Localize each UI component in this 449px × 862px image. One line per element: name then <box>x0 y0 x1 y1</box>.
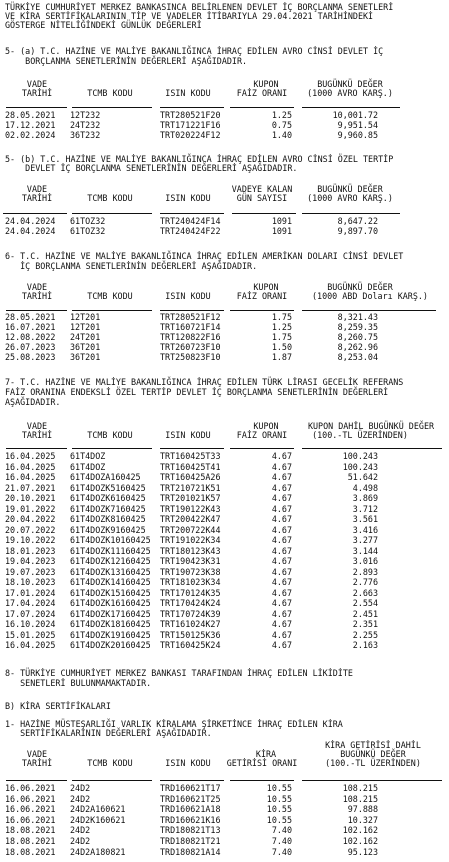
tcmb-code-cell: 61T4DOZK18160425 <box>70 619 151 629</box>
header-rule <box>230 107 294 108</box>
vade-cell: 16.06.2021 <box>5 793 56 804</box>
isin-code-cell: TRT200722K44 <box>160 524 221 535</box>
section-heading: 5- (a) T.C. HAZİNE VE MALİYE BAKANLIĞINCA İHRAÇ EDİLEN AVRO CİNSİ DEVLET İÇ <box>5 46 384 56</box>
table-row <box>0 631 449 640</box>
isin-code-cell: TRD180821T21 <box>160 836 221 846</box>
tcmb-code-cell: 24D2 <box>70 783 91 793</box>
value-cell: 3.869 <box>352 493 378 503</box>
vade-cell: 20.04.2022 <box>5 514 56 524</box>
tcmb-code-cell: 61T4DOZK6160425 <box>70 493 146 503</box>
isin-code-cell: TRD160621K16 <box>160 814 221 825</box>
col-header: FAİZ ORANI <box>236 291 288 301</box>
table-row <box>0 568 449 577</box>
tcmb-code-cell: 61TOZ32 <box>70 216 106 226</box>
col-header: VADE <box>26 282 48 292</box>
vade-cell: 16.06.2021 <box>5 814 56 825</box>
rate-cell: 4.67 <box>271 598 292 608</box>
value-cell: 2.163 <box>352 640 378 650</box>
tcmb-code-cell: 24T201 <box>70 332 101 342</box>
rate-cell: 4.67 <box>271 472 292 482</box>
vade-cell: 18.08.2021 <box>5 836 56 846</box>
isin-code-cell: TRT171221F16 <box>160 120 221 130</box>
tcmb-code-cell: 24D2 <box>70 825 91 836</box>
table-row <box>0 333 449 342</box>
vade-cell: 19.07.2023 <box>5 566 56 577</box>
col-header: KUPON <box>253 421 279 431</box>
vade-cell: 12.08.2022 <box>5 332 56 342</box>
vade-cell: 02.02.2024 <box>5 130 56 140</box>
table-row <box>0 589 449 598</box>
rate-cell: 4.67 <box>271 566 292 577</box>
value-cell: 2.351 <box>352 619 378 629</box>
tcmb-code-cell: 36T201 <box>70 342 101 352</box>
table-row <box>0 826 449 835</box>
tcmb-code-cell: 61T4DOZ <box>70 451 106 461</box>
section-heading: DEVLET İÇ BORÇLANMA SENETLERİNİN DEĞERLERİ AŞAĞIDADIR. <box>5 163 298 173</box>
tcmb-code-cell: 61T4DOZK10160425 <box>70 535 151 545</box>
table-row <box>0 323 449 332</box>
vade-cell: 20.07.2022 <box>5 524 56 535</box>
vade-cell: 20.10.2021 <box>5 493 56 503</box>
rate-cell: 4.67 <box>271 503 292 514</box>
tcmb-code-cell: 24T232 <box>70 120 101 130</box>
rate-cell: 1.40 <box>271 130 292 140</box>
value-cell: 100.243 <box>342 451 378 461</box>
table-row <box>0 121 449 130</box>
tcmb-code-cell: 61T4DOZK8160425 <box>70 514 146 524</box>
rate-cell: 4.67 <box>271 514 292 524</box>
vade-cell: 24.04.2024 <box>5 226 56 236</box>
value-cell: 2.255 <box>352 629 378 640</box>
table-row <box>0 816 449 825</box>
isin-code-cell: TRT240424F14 <box>160 216 221 226</box>
section-heading: 5- (b) T.C. HAZİNE VE MALİYE BAKANLIĞINCA İHRAÇ EDİLEN AVRO CİNSİ ÖZEL TERTİP <box>5 154 394 164</box>
col-header: BUGÜNKÜ DEĞER <box>327 282 393 292</box>
value-cell: 100.243 <box>342 461 378 472</box>
isin-code-cell: TRT020224F12 <box>160 130 221 140</box>
tcmb-code-cell: 24D2K160621 <box>70 814 126 825</box>
header-rule <box>6 310 67 311</box>
value-cell: 10,001.72 <box>332 110 378 120</box>
rate-cell: 1.75 <box>271 332 292 342</box>
isin-code-cell: TRT191022K34 <box>160 535 221 545</box>
rate-cell: 1.25 <box>271 110 292 120</box>
header-rule <box>160 107 224 108</box>
tcmb-code-cell: 12T201 <box>70 322 101 332</box>
col-header: TCMB KODU <box>87 291 133 301</box>
isin-code-cell: TRT160425T41 <box>160 461 221 472</box>
header-rule <box>230 448 294 449</box>
header-rule <box>72 448 152 449</box>
value-cell: 3.016 <box>352 556 378 566</box>
table-row <box>0 784 449 793</box>
isin-code-cell: TRT161024K27 <box>160 619 221 629</box>
value-cell: 8,253.04 <box>337 352 378 362</box>
isin-code-cell: TRD160621T17 <box>160 783 221 793</box>
value-cell: 4.498 <box>352 482 378 493</box>
col-header: VADEYE KALAN <box>231 184 293 194</box>
section-heading: 7- T.C. HAZİNE VE MALİYE BAKANLIĞINCA İHRAÇ EDİLEN TÜRK LİRASI GECELİK REFERANS <box>5 377 404 387</box>
tcmb-code-cell: 61T4DOZ <box>70 461 106 472</box>
vade-cell: 17.01.2024 <box>5 587 56 598</box>
col-header: BUGÜNKÜ DEĞER <box>317 79 383 89</box>
isin-code-cell: TRT210721K51 <box>160 482 221 493</box>
tcmb-code-cell: 61T4DOZK14160425 <box>70 577 151 587</box>
table-row <box>0 620 449 629</box>
table-row <box>0 557 449 566</box>
col-header: (100.-TL ÜZERİNDEN) <box>325 758 421 768</box>
isin-code-cell: TRT250823F10 <box>160 352 221 362</box>
rate-cell: 4.67 <box>271 640 292 650</box>
value-cell: 3.561 <box>352 514 378 524</box>
tcmb-code-cell: 61T4DOZK15160425 <box>70 587 151 598</box>
col-header: KİRA <box>255 749 277 759</box>
table-row <box>0 494 449 503</box>
tcmb-code-cell: 61T4DOZK16160425 <box>70 598 151 608</box>
vade-cell: 28.05.2021 <box>5 110 56 120</box>
col-header: KUPON DAHİL BUGÜNKÜ DEĞER <box>307 421 435 431</box>
value-cell: 97.888 <box>347 804 378 815</box>
isin-code-cell: TRT200422K47 <box>160 514 221 524</box>
rate-cell: 10.55 <box>266 814 292 825</box>
section-heading: BORÇLANMA SENETLERİNİN DEĞERLERİ AŞAĞIDADIR. <box>5 56 248 66</box>
header-rule <box>6 107 67 108</box>
table-row <box>0 526 449 535</box>
col-header: TCMB KODU <box>87 430 133 440</box>
rate-cell: 7.40 <box>271 846 292 857</box>
value-cell: 3.712 <box>352 503 378 514</box>
table-row <box>0 610 449 619</box>
value-cell: 8,259.35 <box>337 322 378 332</box>
col-header: VADE <box>26 749 48 759</box>
value-cell: 8,262.96 <box>337 342 378 352</box>
section-heading: SENETLERİ BULUNMAMAKTADIR. <box>5 678 152 688</box>
table-row <box>0 505 449 514</box>
col-header: TARİHİ <box>21 291 53 301</box>
vade-cell: 19.10.2022 <box>5 535 56 545</box>
col-header: TARİHİ <box>21 758 53 768</box>
value-cell: 3.144 <box>352 545 378 556</box>
rate-cell: 10.55 <box>266 783 292 793</box>
isin-code-cell: TRT180123K43 <box>160 545 221 556</box>
rate-cell: 4.67 <box>271 608 292 619</box>
vade-cell: 15.01.2025 <box>5 629 56 640</box>
col-header: KUPON <box>253 282 279 292</box>
vade-cell: 18.01.2023 <box>5 545 56 556</box>
vade-cell: 16.06.2021 <box>5 804 56 815</box>
table-row <box>0 353 449 362</box>
col-header: VADE <box>26 184 48 194</box>
tcmb-code-cell: 36T232 <box>70 130 101 140</box>
table-row <box>0 484 449 493</box>
isin-code-cell: TRT170424K24 <box>160 598 221 608</box>
table-row <box>0 599 449 608</box>
tcmb-code-cell: 61T4DOZK5160425 <box>70 482 146 493</box>
col-header: ISIN KODU <box>165 430 211 440</box>
table-row <box>0 313 449 322</box>
tcmb-code-cell: 61T4DOZK13160425 <box>70 566 151 577</box>
rate-cell: 4.67 <box>271 493 292 503</box>
header-rule <box>72 107 152 108</box>
header-rule <box>6 780 67 781</box>
table-row <box>0 536 449 545</box>
table-row <box>0 343 449 352</box>
header-rule <box>302 780 442 781</box>
value-cell: 108.215 <box>342 783 378 793</box>
rate-cell: 4.67 <box>271 629 292 640</box>
vade-cell: 17.07.2024 <box>5 608 56 619</box>
value-cell: 2.451 <box>352 608 378 619</box>
table-row <box>0 547 449 556</box>
header-rule <box>6 448 67 449</box>
tcmb-code-cell: 61T4DOZK12160425 <box>70 556 151 566</box>
isin-code-cell: TRT170124K35 <box>160 587 221 598</box>
section-heading: 8- TÜRKİYE CUMHURİYET MERKEZ BANKASI TARAFINDAN İHRAÇ EDİLEN LİKİDİTE <box>5 668 353 678</box>
col-header: ISIN KODU <box>165 758 211 768</box>
tcmb-code-cell: 12T201 <box>70 312 101 322</box>
vade-cell: 19.04.2023 <box>5 556 56 566</box>
col-header: FAİZ ORANI <box>236 88 288 98</box>
table-row <box>0 463 449 472</box>
tcmb-code-cell: 24D2A180821 <box>70 846 126 857</box>
header-rule <box>302 107 400 108</box>
rate-cell: 7.40 <box>271 836 292 846</box>
value-cell: 102.162 <box>342 825 378 836</box>
isin-code-cell: TRD160621T25 <box>160 793 221 804</box>
isin-code-cell: TRD160621A18 <box>160 804 221 815</box>
col-header: (1000 AVRO KARŞ.) <box>307 88 393 98</box>
rate-cell: 1.25 <box>271 322 292 332</box>
isin-code-cell: TRT201021K57 <box>160 493 221 503</box>
rate-cell: 4.67 <box>271 482 292 493</box>
tcmb-code-cell: 61TOZ32 <box>70 226 106 236</box>
isin-code-cell: TRD180821T13 <box>160 825 221 836</box>
col-header: TARİHİ <box>21 88 53 98</box>
table-row <box>0 795 449 804</box>
table-row <box>0 848 449 857</box>
header-rule <box>72 780 152 781</box>
value-cell: 2.893 <box>352 566 378 577</box>
value-cell: 108.215 <box>342 793 378 804</box>
value-cell: 95.123 <box>347 846 378 857</box>
rate-cell: 7.40 <box>271 825 292 836</box>
header-rule <box>230 780 294 781</box>
table-row <box>0 111 449 120</box>
tcmb-code-cell: 61T4DOZK19160425 <box>70 629 151 640</box>
tcmb-code-cell: 61T4DOZK20160425 <box>70 640 151 650</box>
vade-cell: 16.04.2025 <box>5 472 56 482</box>
header-rule <box>302 310 436 311</box>
table-row <box>0 641 449 650</box>
header-rule <box>230 310 294 311</box>
isin-code-cell: TRD180821A14 <box>160 846 221 857</box>
isin-code-cell: TRT190723K38 <box>160 566 221 577</box>
vade-cell: 16.10.2024 <box>5 619 56 629</box>
vade-cell: 18.10.2023 <box>5 577 56 587</box>
vade-cell: 16.04.2025 <box>5 451 56 461</box>
header-rule <box>160 448 224 449</box>
header-rule <box>160 780 224 781</box>
table-row <box>0 837 449 846</box>
rate-cell: 4.67 <box>271 545 292 556</box>
isin-code-cell: TRT280521F20 <box>160 110 221 120</box>
vade-cell: 21.07.2021 <box>5 482 56 493</box>
tcmb-code-cell: 24D2A160621 <box>70 804 126 815</box>
col-header: BUGÜNKÜ DEĞER <box>317 184 383 194</box>
isin-code-cell: TRT190122K43 <box>160 503 221 514</box>
value-cell: 3.277 <box>352 535 378 545</box>
vade-cell: 17.12.2021 <box>5 120 56 130</box>
rate-cell: 1.87 <box>271 352 292 362</box>
rate-cell: 4.67 <box>271 577 292 587</box>
tcmb-code-cell: 12T232 <box>70 110 101 120</box>
rate-cell: 1091 <box>271 226 292 236</box>
rate-cell: 0.75 <box>271 120 292 130</box>
table-row <box>0 473 449 482</box>
col-header: VADE <box>26 79 48 89</box>
col-header: FAİZ ORANI <box>236 430 288 440</box>
value-cell: 8,647.22 <box>337 216 378 226</box>
tcmb-code-cell: 36T201 <box>70 352 101 362</box>
isin-code-cell: TRT120822F16 <box>160 332 221 342</box>
tcmb-code-cell: 61T4DOZA160425 <box>70 472 141 482</box>
rate-cell: 1.75 <box>271 312 292 322</box>
header-rule <box>232 213 296 214</box>
header-rule <box>3 213 67 214</box>
rate-cell: 1.50 <box>271 342 292 352</box>
value-cell: 9,951.54 <box>337 120 378 130</box>
vade-cell: 16.07.2021 <box>5 322 56 332</box>
value-cell: 2.554 <box>352 598 378 608</box>
value-cell: 8,260.75 <box>337 332 378 342</box>
col-header: GETİRİSİ ORANI <box>226 758 298 768</box>
value-cell: 9,960.85 <box>337 130 378 140</box>
vade-cell: 18.08.2021 <box>5 846 56 857</box>
table-row <box>0 452 449 461</box>
header-rule <box>72 213 152 214</box>
value-cell: 8,321.43 <box>337 312 378 322</box>
section-heading: 6- T.C. HAZİNE VE MALİYE BAKANLIĞINCA İHRAÇ EDİLEN AMERİKAN DOLARI CİNSİ DEVLET <box>5 251 404 261</box>
rate-cell: 1091 <box>271 216 292 226</box>
rate-cell: 10.55 <box>266 804 292 815</box>
isin-code-cell: TRT190423K31 <box>160 556 221 566</box>
vade-cell: 26.07.2023 <box>5 342 56 352</box>
col-header: (100.-TL ÜZERİNDEN) <box>312 430 408 440</box>
col-header: TCMB KODU <box>87 88 133 98</box>
title-line: GÖSTERGE NİTELİĞİNDEKİ GÜNLÜK DEĞERLERİ <box>5 20 202 30</box>
tcmb-code-cell: 24D2 <box>70 793 91 804</box>
col-header: VADE <box>26 421 48 431</box>
isin-code-cell: TRT160425A26 <box>160 472 221 482</box>
vade-cell: 16.04.2025 <box>5 461 56 472</box>
section-heading: B) KİRA SERTİFİKALARI <box>5 701 111 711</box>
isin-code-cell: TRT150125K36 <box>160 629 221 640</box>
section-heading: SERTİFİKALARININ DEĞERLERİ AŞAĞIDADIR. <box>5 728 212 738</box>
col-header: (1000 AVRO KARŞ.) <box>307 193 393 203</box>
isin-code-cell: TRT260723F10 <box>160 342 221 352</box>
col-header: KİRA GETİRİSİ DAHİL <box>325 740 421 750</box>
col-header: TARİHİ <box>21 430 53 440</box>
table-row <box>0 515 449 524</box>
vade-cell: 17.04.2024 <box>5 598 56 608</box>
value-cell: 102.162 <box>342 836 378 846</box>
tcmb-code-cell: 24D2 <box>70 836 91 846</box>
col-header: ISIN KODU <box>165 193 211 203</box>
header-rule <box>72 310 152 311</box>
isin-code-cell: TRT160425K24 <box>160 640 221 650</box>
tcmb-code-cell: 61T4DOZK17160425 <box>70 608 151 619</box>
col-header: KUPON <box>253 79 279 89</box>
isin-code-cell: TRT170724K39 <box>160 608 221 619</box>
rate-cell: 10.55 <box>266 793 292 804</box>
isin-code-cell: TRT160721F14 <box>160 322 221 332</box>
col-header: ISIN KODU <box>165 88 211 98</box>
section-heading: İÇ BORÇLANMA SENETLERİNİN DEĞERLERİ AŞAĞIDADIR. <box>5 261 258 271</box>
title-line: VE KİRA SERTİFİKALARININ TİP VE VADELER İTİBARIYLA 29.04.2021 TARİHİNDEKİ <box>5 11 374 21</box>
section-heading: FAİZ ORANINA ENDEKSLİ ÖZEL TERTİP DEVLET İÇ BORÇLANMA SENETLERİNİN DEĞERLERİ <box>5 387 389 397</box>
col-header: GÜN SAYISI <box>236 193 288 203</box>
value-cell: 9,897.70 <box>337 226 378 236</box>
rate-cell: 4.67 <box>271 556 292 566</box>
rate-cell: 4.67 <box>271 451 292 461</box>
col-header: ISIN KODU <box>165 291 211 301</box>
vade-cell: 28.05.2021 <box>5 312 56 322</box>
table-row <box>0 131 449 140</box>
header-rule <box>302 448 442 449</box>
vade-cell: 18.08.2021 <box>5 825 56 836</box>
isin-code-cell: TRT240424F22 <box>160 226 221 236</box>
rate-cell: 4.67 <box>271 587 292 598</box>
isin-code-cell: TRT160425T33 <box>160 451 221 461</box>
vade-cell: 16.04.2025 <box>5 640 56 650</box>
vade-cell: 25.08.2023 <box>5 352 56 362</box>
tcmb-code-cell: 61T4DOZK9160425 <box>70 524 146 535</box>
rate-cell: 4.67 <box>271 535 292 545</box>
table-row <box>0 217 449 226</box>
isin-code-cell: TRT181023K34 <box>160 577 221 587</box>
header-rule <box>160 310 224 311</box>
rate-cell: 4.67 <box>271 619 292 629</box>
value-cell: 51.642 <box>347 472 378 482</box>
header-rule <box>302 213 400 214</box>
tcmb-code-cell: 61T4DOZK7160425 <box>70 503 146 514</box>
col-header: BUGÜNKÜ DEĞER <box>340 749 406 759</box>
col-header: TCMB KODU <box>87 193 133 203</box>
col-header: TCMB KODU <box>87 758 133 768</box>
table-row <box>0 805 449 814</box>
isin-code-cell: TRT280521F12 <box>160 312 221 322</box>
rate-cell: 4.67 <box>271 461 292 472</box>
section-heading: AŞAĞIDADIR. <box>5 397 61 407</box>
tcmb-code-cell: 61T4DOZK11160425 <box>70 545 151 556</box>
rate-cell: 4.67 <box>271 524 292 535</box>
vade-cell: 24.04.2024 <box>5 216 56 226</box>
value-cell: 3.416 <box>352 524 378 535</box>
section-heading: 1- HAZİNE MÜSTEŞARLIĞI VARLIK KİRALAMA ŞİRKETİNCE İHRAÇ EDİLEN KİRA <box>5 719 343 729</box>
col-header: TARİHİ <box>21 193 53 203</box>
vade-cell: 19.01.2022 <box>5 503 56 514</box>
col-header: (1000 ABD Doları KARŞ.) <box>312 291 428 301</box>
table-row <box>0 227 449 236</box>
value-cell: 10.327 <box>347 814 378 825</box>
table-row <box>0 578 449 587</box>
title-line: TÜRKİYE CUMHURİYET MERKEZ BANKASINCA BELİRLENEN DEVLET İÇ BORÇLANMA SENETLERİ <box>5 2 394 12</box>
value-cell: 2.663 <box>352 587 378 598</box>
value-cell: 2.776 <box>352 577 378 587</box>
header-rule <box>160 213 224 214</box>
vade-cell: 16.06.2021 <box>5 783 56 793</box>
